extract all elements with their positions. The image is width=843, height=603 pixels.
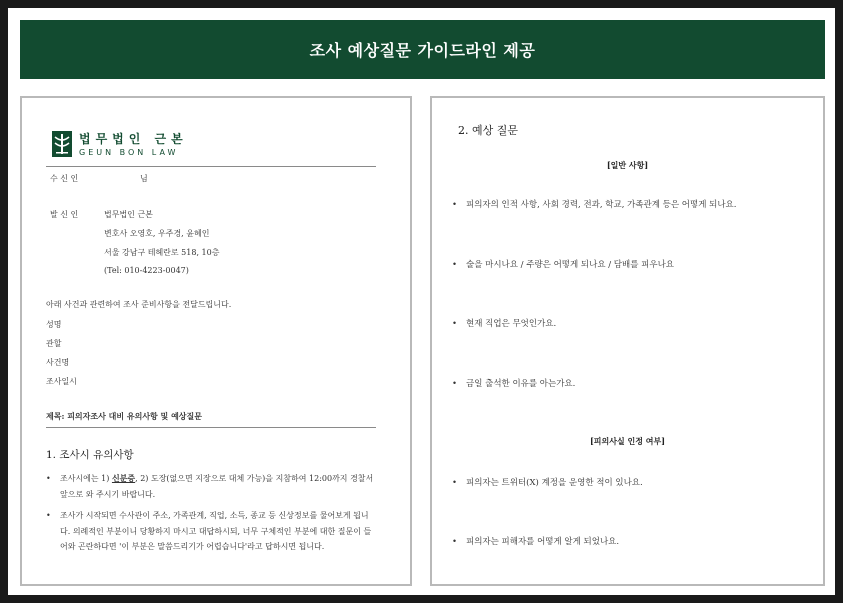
sender-line: (Tel: 010-4223-0047) — [104, 266, 189, 275]
field-label: 조사일시 — [46, 377, 77, 386]
section2-title: 2. 예상 질문 — [458, 124, 518, 137]
subject-line: 제목: 피의자조사 대비 유의사항 및 예상질문 — [46, 411, 202, 421]
questions-page — [430, 96, 825, 586]
bullet-dot: • — [46, 511, 51, 520]
question-item: • 피의자의 인적 사항, 사회 경력, 전과, 학교, 가족관계 등은 어떻게 되나요. — [452, 200, 737, 210]
field-label: 사건명 — [46, 358, 70, 367]
firm-name-korean: 법무법인 근본 — [79, 132, 188, 146]
bullet1-pre: 조사시에는 1) — [60, 474, 112, 483]
section1-title: 1. 조사시 유의사항 — [46, 449, 134, 461]
category-general: [일반 사항] — [606, 160, 649, 170]
header-divider — [46, 166, 376, 167]
banner-title: 조사 예상질문 가이드라인 제공 — [309, 41, 536, 60]
category-facts: [피의사실 인정 여부] — [590, 436, 665, 446]
sender-line: 서울 강남구 테헤란로 518, 10층 — [104, 248, 220, 257]
notice-bullet — [46, 508, 376, 555]
question-item: • 금일 출석한 이유를 아는가요. — [452, 379, 576, 389]
question-item: • 술을 마시나요 / 주량은 어떻게 되나요 / 담배를 피우나요 — [452, 260, 674, 270]
firm-emblem-icon — [52, 131, 72, 157]
page-title-banner — [20, 20, 825, 79]
question-item: • 피의자는 피해자를 어떻게 알게 되었나요. — [452, 537, 620, 547]
intro-text: 아래 사건과 관련하여 조사 준비사항을 전달드립니다. — [46, 300, 232, 309]
sender-line: 변호사 오영호, 우주경, 윤혜인 — [104, 229, 210, 238]
subject-divider — [46, 427, 376, 428]
bullet1-post: , 2) 도장(없으면 지장으로 대체 가능)을 지참하여 12:00까지 경찰서 앞으로 와 주시기 바랍니다. — [60, 474, 374, 499]
id-card-emphasis: 신분증 — [111, 473, 136, 483]
question-item: • 현재 직업은 무엇인가요. — [452, 319, 557, 329]
bullet-dot: • — [46, 474, 51, 483]
recipient-label: 수 신 인 — [50, 174, 79, 183]
firm-name-english: GEUN BON LAW — [79, 148, 179, 157]
firm-logo — [52, 130, 188, 157]
question-item: • 피의자는 트위터(X) 계정을 운영한 적이 있나요. — [452, 478, 643, 488]
field-label: 관할 — [46, 339, 62, 348]
document-frame — [8, 8, 835, 595]
letter-page — [20, 96, 412, 586]
field-label: 성명 — [46, 320, 62, 329]
notice-bullet — [46, 471, 376, 502]
sender-label: 발 신 인 — [50, 210, 79, 219]
recipient-suffix: 님 — [140, 174, 148, 183]
bullet2-text: 조사가 시작되면 수사관이 주소, 가족관계, 직업, 소득, 종교 등 신상정보를 물어보게 됩니다. 의례적인 부분이니 당황하지 마시고 대답하시되, 너무 구체적인 부분에 대한 질문이 들어와 곤란하다면 '이 부분은 말씀드리기가 어렵습니다'라고 답하시면 됩니다. — [60, 511, 372, 551]
sender-line: 법무법인 근본 — [104, 210, 153, 219]
